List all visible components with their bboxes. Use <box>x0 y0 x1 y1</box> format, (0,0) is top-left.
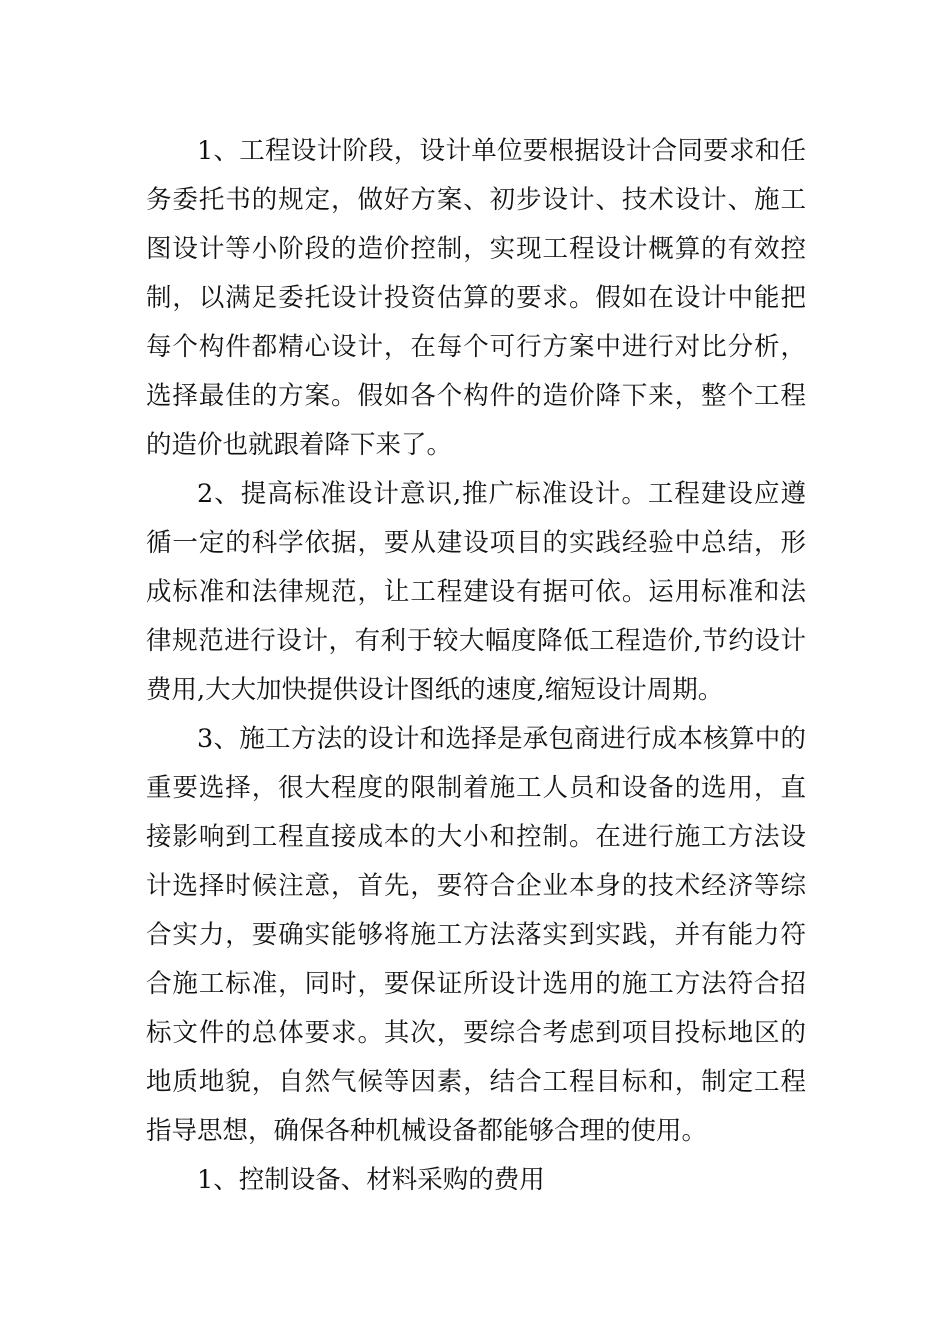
paragraph-construction-method: 3、施工方法的设计和选择是承包商进行成本核算中的重要选择，很大程度的限制着施工人员和设备的选用，直接影响到工程直接成本的大小和控制。在进行施工方法设计选择时候注意，首先，要符合企业本身的技术经济等综合实力，要确实能够将施工方法落实到实践，并有能力符合施工标准，同时，要保证所设计选用的施工方法符合招标文件的总体要求。其次，要综合考虑到项目投标地区的地质地貌，自然气候等因素，结合工程目标和，制定工程指导思想，确保各种机械设备都能够合理的使用。 <box>146 724 806 1146</box>
paragraph-standard-design: 2、提高标准设计意识,推广标准设计。工程建设应遵循一定的科学依据，要从建设项目的实践经验中总结，形成标准和法律规范，让工程建设有据可依。运用标准和法律规范进行设计，有利于较大幅度降低工程造价,节约设计费用,大大加快提供设计图纸的速度,缩短设计周期。 <box>146 479 806 705</box>
paragraph-design-stage: 1、工程设计阶段，设计单位要根据设计合同要求和任务委托书的规定，做好方案、初步设计、技术设计、施工图设计等小阶段的造价控制，实现工程设计概算的有效控制，以满足委托设计投资估算的要求。假如在设计中能把每个构件都精心设计，在每个可行方案中进行对比分析，选择最佳的方案。假如各个构件的造价降下来，整个工程的造价也就跟着降下来了。 <box>146 136 806 460</box>
paragraph-procurement-heading: 1、控制设备、材料采购的费用 <box>197 1165 545 1195</box>
document-body <box>146 127 806 1205</box>
